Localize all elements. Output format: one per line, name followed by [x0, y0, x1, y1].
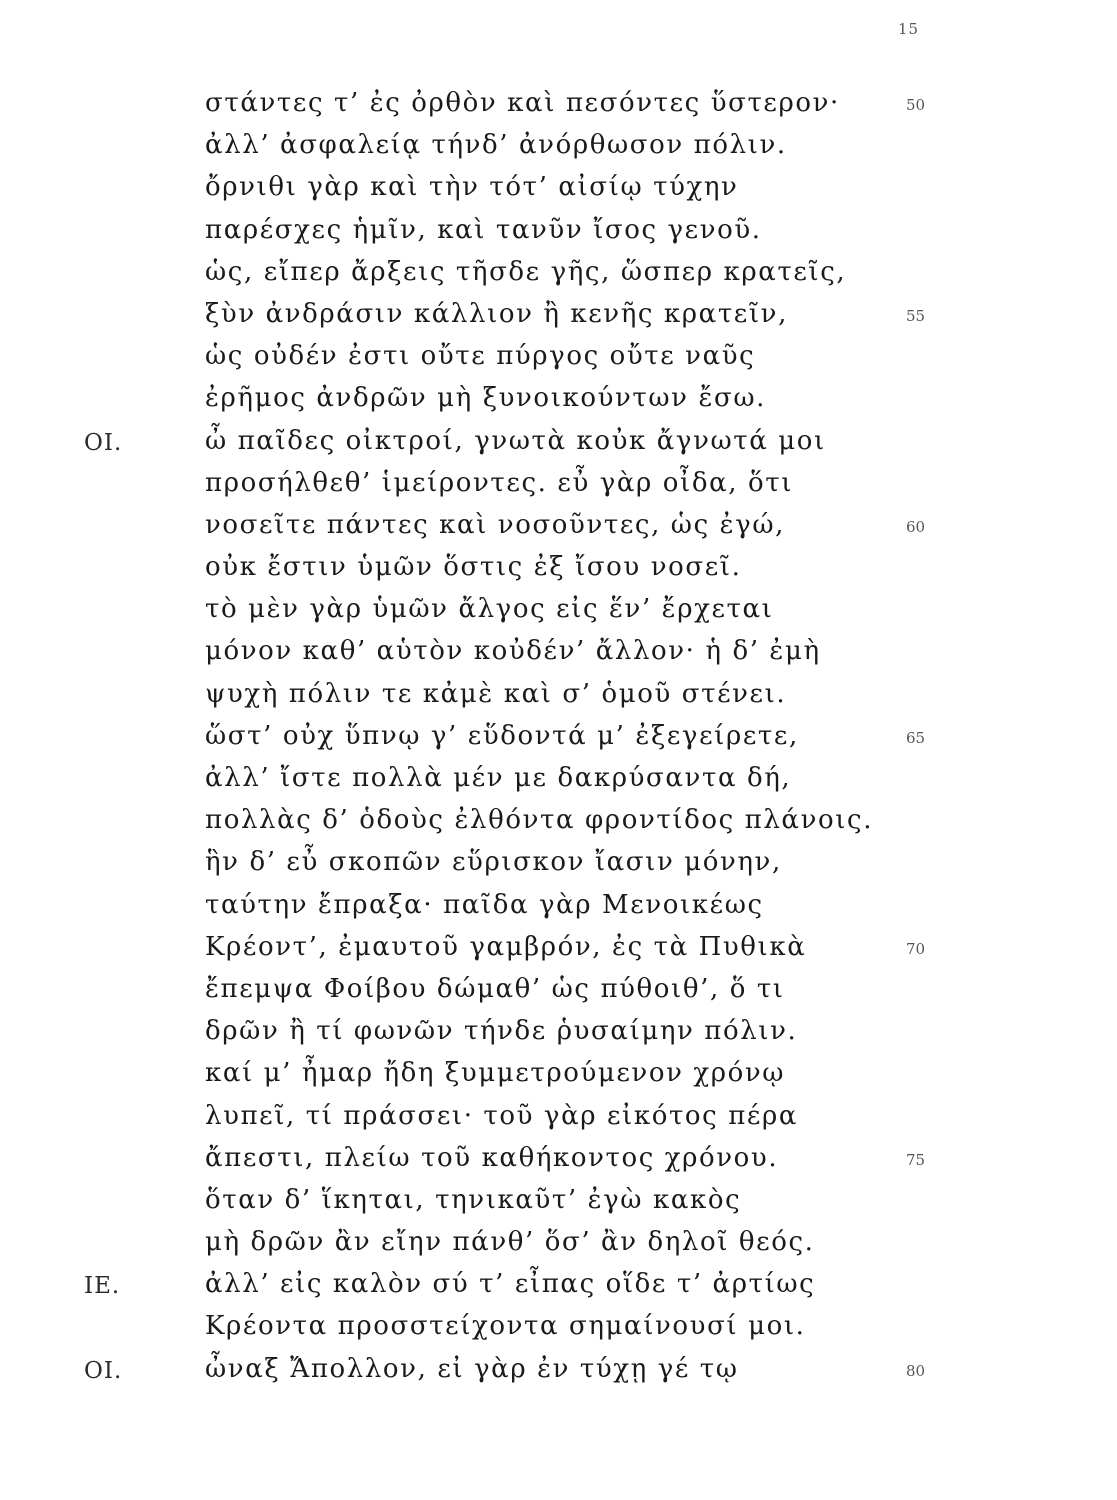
- speaker-label: ΟΙ.: [84, 1357, 123, 1384]
- verse-line: [0, 803, 1117, 845]
- verse-line: [0, 170, 1117, 212]
- line-number: 50: [906, 96, 926, 114]
- verse-text: στάντες τ’ ἐς ὀρθὸν καὶ πεσόντες ὕστερον·: [205, 88, 840, 118]
- verse-line: [0, 930, 1117, 972]
- verse-text: ὦ παῖδες οἰκτροί, γνωτὰ κοὐκ ἄγνωτά μοι: [205, 425, 826, 456]
- verse-text: Κρέοντα προσστείχοντα σημαίνουσί μοι.: [205, 1311, 806, 1342]
- verse-text: ὡς, εἴπερ ἄρξεις τῆσδε γῆς, ὥσπερ κρατεῖς,: [205, 256, 847, 287]
- verse-text: ἀλλ’ ἴστε πολλὰ μέν με δακρύσαντα δή,: [205, 763, 792, 793]
- verse-line: [0, 550, 1117, 592]
- verse-text: μόνον καθ’ αὑτὸν κοὐδέν’ ἄλλον· ἡ δ’ ἐμὴ: [205, 636, 821, 667]
- verse-text: ξὺν ἀνδράσιν κάλλιον ἢ κενῆς κρατεῖν,: [205, 298, 788, 329]
- verse-line: [0, 128, 1117, 170]
- line-number: 55: [906, 306, 926, 325]
- verse-line: [0, 1225, 1117, 1267]
- verse-text: προσήλθεθ’ ἱμείροντες. εὖ γὰρ οἶδα, ὅτι: [205, 467, 793, 498]
- verse-text: ὦναξ Ἄπολλον, εἰ γὰρ ἐν τύχῃ γέ τῳ: [205, 1353, 739, 1384]
- line-number: 80: [906, 1361, 926, 1380]
- speaker-label: ΟΙ.: [84, 429, 123, 456]
- verse-line: [0, 972, 1117, 1014]
- verse-text: ἐρῆμος ἀνδρῶν μὴ ξυνοικούντων ἔσω.: [205, 383, 767, 414]
- verse-text: ὥστ’ οὐχ ὕπνῳ γ’ εὕδοντά μ’ ἐξεγείρετε,: [205, 720, 799, 751]
- line-number: 75: [906, 1150, 926, 1169]
- verse-line: [0, 255, 1117, 297]
- verse-line: [0, 339, 1117, 381]
- verse-text: ὄρνιθι γὰρ καὶ τὴν τότ’ αἰσίῳ τύχην: [205, 172, 739, 203]
- verse-line: [0, 297, 1117, 339]
- verse-line: [0, 466, 1117, 508]
- verse-line: [0, 634, 1117, 676]
- page-number: 15: [898, 20, 920, 38]
- verse-line: [0, 86, 1117, 128]
- verse-line: [0, 845, 1117, 887]
- verse-line: [0, 888, 1117, 930]
- line-number: 70: [906, 939, 926, 958]
- verse-text: ἔπεμψα Φοίβου δώμαθ’ ὡς πύθοιθ’, ὅ τι: [205, 973, 785, 1004]
- verse-line: [0, 1309, 1117, 1351]
- verse-text: ἀλλ’ εἰς καλὸν σύ τ’ εἶπας οἵδε τ’ ἀρτίως: [205, 1269, 816, 1300]
- speaker-label: ΙΕ.: [84, 1273, 121, 1300]
- verse-line: [0, 381, 1117, 423]
- verse-text: ἄπεστι, πλείω τοῦ καθήκοντος χρόνου.: [205, 1142, 779, 1173]
- verse-line: [0, 1141, 1117, 1183]
- verse-text: ὡς οὐδέν ἐστι οὔτε πύργος οὔτε ναῦς: [205, 341, 756, 372]
- verse-line: [0, 677, 1117, 719]
- verse-text: λυπεῖ, τί πράσσει· τοῦ γὰρ εἰκότος πέρα: [205, 1100, 799, 1131]
- verse-text: δρῶν ἢ τί φωνῶν τήνδε ῥυσαίμην πόλιν.: [205, 1016, 798, 1047]
- verse-text: νοσεῖτε πάντες καὶ νοσοῦντες, ὡς ἐγώ,: [205, 509, 785, 540]
- verse-line: [0, 1099, 1117, 1141]
- verse-block: [0, 86, 1117, 1394]
- verse-line: [0, 1183, 1117, 1225]
- verse-line: [0, 1056, 1117, 1098]
- verse-line: [0, 508, 1117, 550]
- verse-line: [0, 761, 1117, 803]
- line-number: 65: [906, 728, 926, 747]
- verse-text: Κρέοντ’, ἐμαυτοῦ γαμβρόν, ἐς τὰ Πυθικὰ: [205, 931, 807, 962]
- verse-text: ταύτην ἔπραξα· παῖδα γὰρ Μενοικέως: [205, 889, 764, 920]
- verse-line: [0, 213, 1117, 255]
- verse-text: οὐκ ἔστιν ὑμῶν ὅστις ἐξ ἴσου νοσεῖ.: [205, 552, 742, 583]
- verse-text: ἀλλ’ ἀσφαλείᾳ τήνδ’ ἀνόρθωσον πόλιν.: [205, 130, 787, 161]
- verse-line: [0, 1014, 1117, 1056]
- verse-line: [0, 1352, 1117, 1394]
- verse-text: παρέσχες ἡμῖν, καὶ τανῦν ἴσος γενοῦ.: [205, 214, 762, 245]
- verse-line: [0, 592, 1117, 634]
- verse-text: ψυχὴ πόλιν τε κἀμὲ καὶ σ’ ὁμοῦ στένει.: [205, 678, 787, 709]
- verse-text: καί μ’ ἦμαρ ἤδη ξυμμετρούμενον χρόνῳ: [205, 1058, 786, 1089]
- verse-line: [0, 719, 1117, 761]
- verse-text: μὴ δρῶν ἂν εἴην πάνθ’ ὅσ’ ἂν δηλοῖ θεός.: [205, 1227, 815, 1258]
- verse-text: ὅταν δ’ ἵκηται, τηνικαῦτ’ ἐγὼ κακὸς: [205, 1184, 742, 1215]
- verse-line: [0, 1267, 1117, 1309]
- verse-text: τὸ μὲν γὰρ ὑμῶν ἄλγος εἰς ἕν’ ἔρχεται: [205, 594, 774, 625]
- verse-text: ἣν δ’ εὖ σκοπῶν εὕρισκον ἴασιν μόνην,: [205, 847, 782, 878]
- line-number: 60: [906, 517, 926, 536]
- verse-line: [0, 424, 1117, 466]
- verse-text: πολλὰς δ’ ὁδοὺς ἐλθόντα φροντίδος πλάνοις.: [205, 805, 874, 836]
